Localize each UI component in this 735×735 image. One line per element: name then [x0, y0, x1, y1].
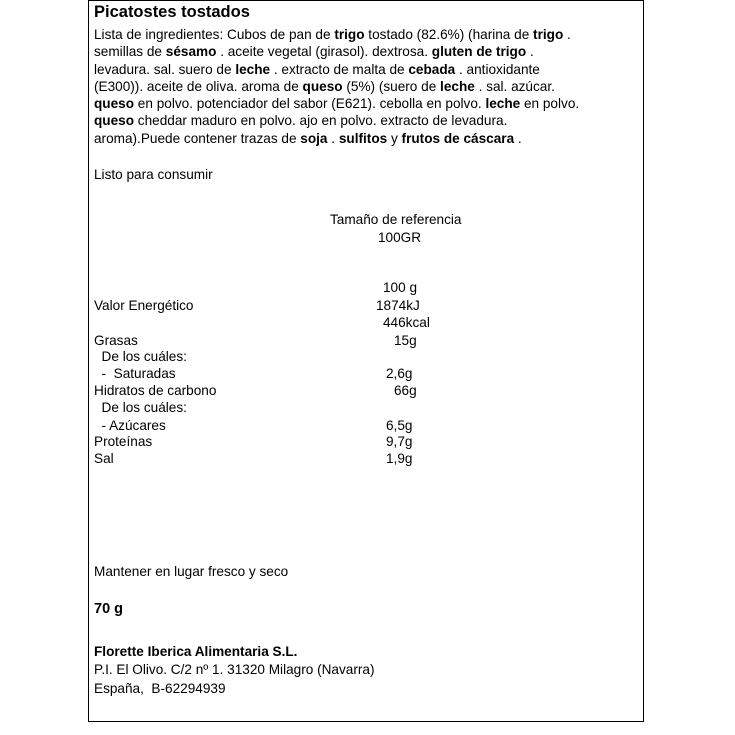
- reference-size-value: 100GR: [378, 230, 422, 245]
- ingredients-line: [94, 130, 639, 147]
- nutrition-label-saturates: - Saturadas: [94, 366, 176, 381]
- allergen-text: queso: [94, 113, 135, 129]
- nutrition-column-header: 100 g: [383, 280, 418, 295]
- nutrition-value-fat: 15g: [394, 333, 417, 348]
- ingredients-line: [94, 61, 639, 78]
- ingredient-text: . extracto de malta de: [270, 61, 409, 77]
- ingredient-text: aroma).Puede contener trazas de: [94, 130, 301, 146]
- ingredient-text: . aceite vegetal (girasol). dextrosa.: [216, 44, 432, 60]
- ingredients-line: [94, 26, 639, 43]
- nutrition-value-protein: 9,7g: [386, 434, 413, 449]
- company-address: P.I. El Olivo. C/2 nº 1. 31320 Milagro (Navarra): [94, 662, 375, 677]
- company-country-cif: España, B-62294939: [94, 681, 226, 696]
- ingredients-line: [94, 78, 639, 95]
- nutrition-value-saturates: 2,6g: [386, 366, 413, 381]
- product-title: Picatostes tostados: [94, 3, 250, 21]
- ingredients-line: [94, 43, 639, 60]
- allergen-text: frutos de cáscara: [401, 130, 515, 146]
- net-weight: 70 g: [94, 601, 124, 617]
- ingredient-text: (5%) (suero de: [342, 78, 441, 94]
- ingredient-text: . antioxidante: [455, 61, 540, 77]
- nutrition-value-salt: 1,9g: [386, 451, 413, 466]
- ingredient-text: . sal. azúcar.: [474, 78, 555, 94]
- allergen-text: sulfitos: [338, 130, 388, 146]
- allergen-text: leche: [440, 78, 475, 94]
- nutrition-label-carbohydrates: Hidratos de carbono: [94, 383, 217, 398]
- nutrition-label-sugars: - Azúcares: [94, 418, 166, 433]
- ingredients-list: [94, 26, 639, 147]
- nutrition-label-energy: Valor Energético: [94, 298, 194, 313]
- nutrition-value-energy-kj: 1874kJ: [376, 298, 420, 313]
- allergen-text: leche: [235, 61, 271, 77]
- allergen-text: queso: [94, 96, 135, 112]
- allergen-text: trigo: [533, 27, 564, 42]
- ingredient-text: y: [387, 130, 402, 146]
- company-name: Florette Iberica Alimentaria S.L.: [94, 644, 298, 659]
- allergen-text: queso: [302, 78, 343, 94]
- ingredient-text: Lista de ingredientes: Cubos de pan de: [94, 27, 335, 42]
- ingredient-text: levadura. sal. suero de: [94, 61, 236, 77]
- allergen-text: trigo: [334, 27, 365, 42]
- nutrition-label-salt: Sal: [94, 451, 114, 466]
- allergen-text: gluten de trigo: [431, 44, 527, 60]
- nutrition-value-energy-kcal: 446kcal: [383, 315, 430, 330]
- allergen-text: cebada: [408, 61, 456, 77]
- storage-instructions: Mantener en lugar fresco y seco: [94, 564, 289, 579]
- ingredient-text: en polvo. potenciador del sabor (E621). cebolla en polvo.: [134, 96, 486, 112]
- ingredients-line: [94, 95, 639, 112]
- ingredient-text: cheddar maduro en polvo. ajo en polvo. extracto de levadura.: [134, 113, 508, 129]
- ingredient-text: en polvo.: [520, 96, 580, 112]
- allergen-text: sésamo: [165, 44, 217, 60]
- allergen-text: leche: [485, 96, 521, 112]
- nutrition-value-sugars: 6,5g: [386, 418, 413, 433]
- ingredient-text: .: [526, 44, 534, 60]
- ingredient-text: .: [563, 27, 571, 42]
- nutrition-label-of-which-fat: De los cuáles:: [94, 349, 187, 364]
- ingredient-text: (E300)). aceite de oliva. aroma de: [94, 78, 303, 94]
- ingredient-text: .: [327, 130, 339, 146]
- nutrition-label-protein: Proteínas: [94, 434, 153, 449]
- ingredients-line: [94, 112, 639, 129]
- ready-note: Listo para consumir: [94, 167, 213, 182]
- ingredient-text: semillas de: [94, 44, 166, 60]
- nutrition-label-fat: Grasas: [94, 333, 138, 348]
- ingredient-text: .: [514, 130, 522, 146]
- allergen-text: soja: [300, 130, 328, 146]
- reference-size-label: Tamaño de referencia: [330, 212, 462, 227]
- nutrition-value-carbohydrates: 66g: [394, 383, 417, 398]
- nutrition-label-of-which-carbs: De los cuáles:: [94, 400, 187, 415]
- ingredient-text: tostado (82.6%) (harina de: [364, 27, 534, 42]
